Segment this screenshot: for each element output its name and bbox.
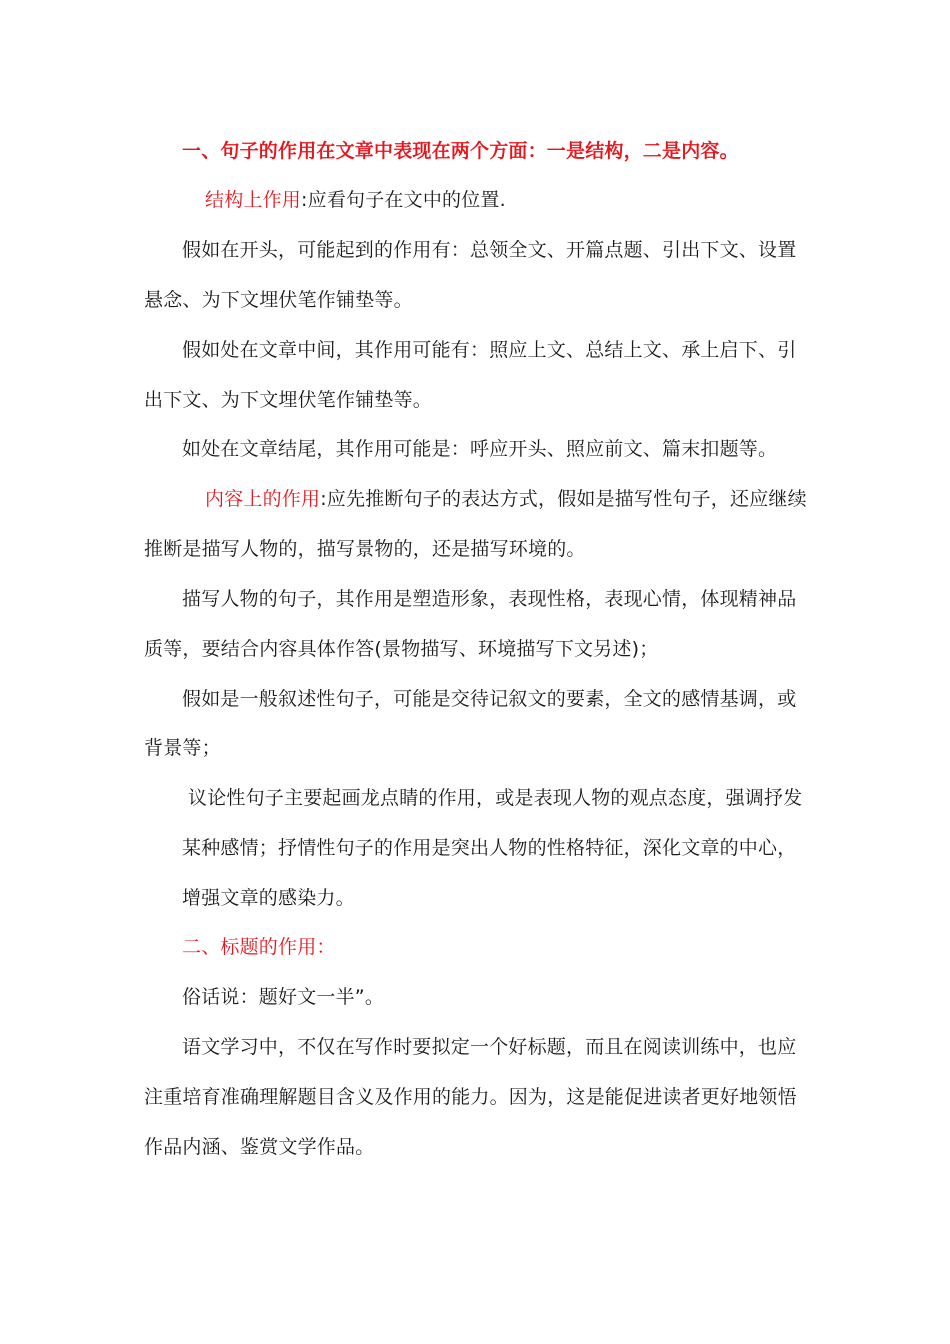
paragraph-text: :应先推断句子的表达方式，假如是描写性句子，还应继续 — [320, 488, 807, 510]
paragraph-line: 注重培育准确理解题目含义及作用的能力。因为，这是能促进读者更好地领悟 — [144, 1086, 797, 1108]
paragraph-line: 出下文、为下文埋伏笔作铺垫等。 — [144, 389, 433, 411]
paragraph-text: :应看句子在文中的位置. — [301, 189, 506, 211]
paragraph-line: 描写人物的句子，其作用是塑造形象，表现性格，表现心情，体现精神品 — [182, 588, 797, 610]
paragraph-line: 作品内涵、鉴赏文学作品。 — [144, 1136, 375, 1158]
paragraph-line: 俗话说：题好文一半”。 — [182, 986, 385, 1008]
paragraph-line: 假如是一般叙述性句子，可能是交待记叙文的要素，全文的感情基调，或 — [182, 688, 797, 710]
paragraph-line: 假如在开头，可能起到的作用有：总领全文、开篇点题、引出下文、设置 — [182, 239, 797, 261]
section-heading-1: 一、句子的作用在文章中表现在两个方面：一是结构，二是内容。 — [182, 140, 739, 162]
paragraph-line: 议论性句子主要起画龙点睛的作用，或是表现人物的观点态度，强调抒发 — [188, 787, 803, 809]
paragraph-line: 推断是描写人物的，描写景物的，还是描写环境的。 — [144, 538, 586, 560]
paragraph-line — [205, 486, 807, 512]
subheading-content: 内容上的作用 — [205, 488, 321, 510]
section-heading-2: 二、标题的作用： — [182, 936, 336, 958]
paragraph-line — [205, 187, 506, 213]
paragraph-line: 假如处在文章中间，其作用可能有：照应上文、总结上文、承上启下、引 — [182, 339, 797, 361]
paragraph-line: 如处在文章结尾，其作用可能是：呼应开头、照应前文、篇末扣题等。 — [182, 438, 778, 460]
paragraph-line: 某种感情；抒情性句子的作用是突出人物的性格特征，深化文章的中心， — [182, 837, 797, 859]
subheading-structure: 结构上作用 — [205, 189, 302, 211]
paragraph-line: 增强文章的感染力。 — [182, 887, 355, 909]
paragraph-line: 悬念、为下文埋伏笔作铺垫等。 — [144, 289, 413, 311]
paragraph-line: 语文学习中，不仅在写作时要拟定一个好标题，而且在阅读训练中，也应 — [182, 1036, 797, 1058]
paragraph-line: 质等，要结合内容具体作答(景物描写、环境描写下文另述)； — [144, 638, 659, 660]
paragraph-line: 背景等； — [144, 737, 221, 759]
